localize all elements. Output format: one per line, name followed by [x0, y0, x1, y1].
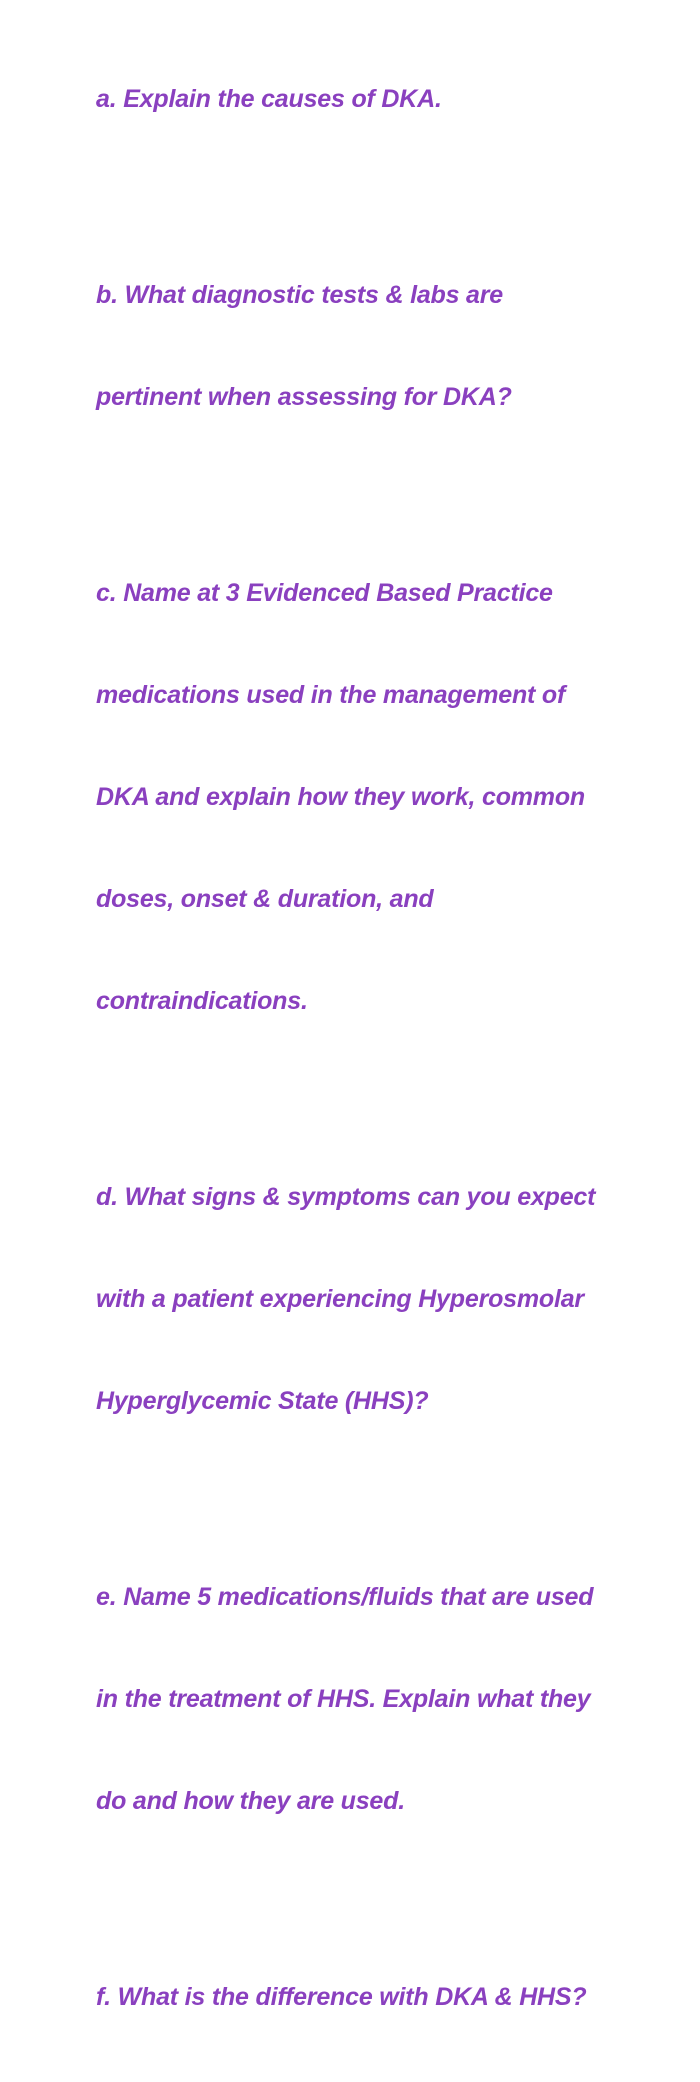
question-f-line-1: f. What is the difference with DKA & HHS? [96, 1983, 587, 2011]
question-f [96, 1912, 686, 2082]
question-list [96, 14, 686, 2082]
question-d-line-1: d. What signs & symptoms can you expect [96, 1183, 596, 1211]
question-a [96, 14, 686, 184]
question-c-line-2: medications used in the management of [96, 681, 566, 709]
question-b-line-1: b. What diagnostic tests & labs are [96, 281, 503, 309]
question-c-line-5: contraindications. [96, 987, 308, 1015]
question-b [96, 210, 686, 482]
question-d-line-2: with a patient experiencing Hyperosmolar [96, 1285, 584, 1313]
question-c-line-1: c. Name at 3 Evidenced Based Practice [96, 579, 553, 607]
question-d [96, 1112, 686, 1486]
question-e-line-2: in the treatment of HHS. Explain what they [96, 1685, 591, 1713]
question-e-line-1: e. Name 5 medications/fluids that are used [96, 1583, 594, 1611]
question-e-line-3: do and how they are used. [96, 1787, 405, 1815]
question-d-line-3: Hyperglycemic State (HHS)? [96, 1387, 429, 1415]
question-c-line-4: doses, onset & duration, and [96, 885, 434, 913]
question-c-line-3: DKA and explain how they work, common [96, 783, 585, 811]
question-b-line-2: pertinent when assessing for DKA? [96, 383, 512, 411]
question-e [96, 1512, 686, 1886]
question-a-line-1: a. Explain the causes of DKA. [96, 85, 442, 113]
question-c [96, 508, 686, 1086]
